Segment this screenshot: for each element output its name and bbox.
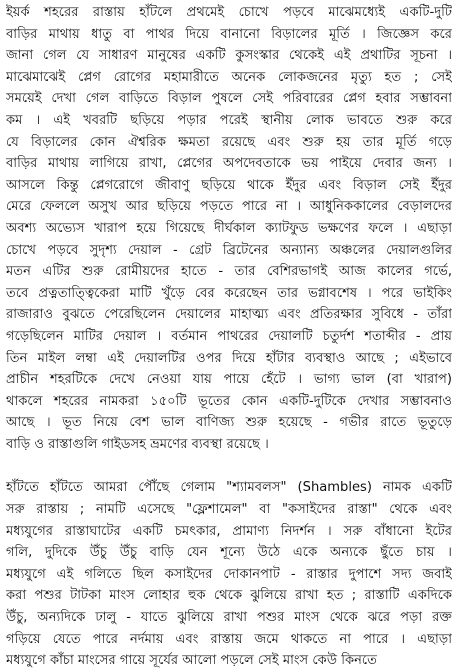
paragraph-spacer — [6, 455, 452, 477]
text-line: থাকলে শহরের নামকরা ১৫০টি ভূতের কোন একটি-দুটিকে দেখার সম্ভাবনাও — [6, 393, 452, 409]
document-page — [6, 2, 452, 672]
text-line: রাজারাও বুঝতে পেরেছিলেন দেয়ালের মাহাত্ম্য এবং প্রতিরক্ষার সুবিধে - তাঁরা — [6, 307, 452, 323]
text-line: বাড়ির মাথায় ধাতু বা পাথর দিয়ে বানানো বিড়ালের মূর্তি । জিজ্ঞেস করে — [6, 26, 452, 42]
text-line: মধ্যযুগে কাঁচা মাংসের গায়ে সূর্যের আলো পড়লে সেই মাংস কেউ কিনতে — [6, 653, 378, 669]
text-line: বাড়ির মাথায় লাগিয়ে রাখা, প্লেগের অপদেবতাকে ভয় পাইয়ে দেবার জন্য । — [6, 156, 452, 172]
text-line: চোখে পড়বে সুদৃশ্য দেয়াল - গ্রেট ব্রিটেনের অন্যান্য অঞ্চলের দেয়ালগুলির — [6, 242, 452, 258]
paragraph-york-cats-walls-ghosts — [6, 2, 452, 455]
text-line: মধ্যযুগের রাস্তাঘাটের একটি চমৎকার, প্রামাণ্য নিদর্শন । সরু বাঁধানো ইটের — [6, 523, 452, 539]
text-line: বাড়ি ও রাস্তাগুলি গাইডসহ ভ্রমণের ব্যবস্থা রয়েছে । — [6, 436, 269, 452]
text-line: ইয়র্ক শহরের রাস্তায় হাঁটলে প্রথমেই চোখে পড়বে মাঝেমধ্যেই একটি-দুটি — [6, 5, 452, 20]
text-line: যে বিড়ালের কোন ঐশ্বরিক ক্ষমতা রয়েছে এবং শুরু হয় তার মূর্তি গড়ে — [6, 134, 452, 150]
text-line: মতন এটির শুরু রোমীয়দের হাতে - তার বেশিরভাগই আজ কালের গর্ভে, — [6, 264, 452, 280]
text-line: সময়েই দেখা গেল বাড়িতে বিড়াল পুষলে সেই পরিবারের প্লেগ হবার সম্ভাবনা — [6, 91, 452, 107]
text-line: মধ্যযুগে এই গলিতে ছিল কসাইদের দোকানপাট - রাস্তার দুপাশে সদ্য জবাই — [6, 566, 452, 582]
text-line: গড়েছিলেন মাটির দেয়াল । বর্তমান পাথরের দেয়ালটি চতুর্দশ শতাব্দীর - প্রায় — [6, 328, 452, 344]
text-line: অবশ্য অভ্যেস খারাপ হয়ে গিয়েছে দীর্ঘকাল ক্যাটফুড ভক্ষণের ফলে । এছাড়া — [6, 220, 452, 236]
text-line: প্রাচীন শহরটিকে দেখে নেওয়া যায় পায়ে হেঁটে । ভাগ্য ভাল (বা খারাপ) — [6, 372, 452, 388]
text-line: মেরে ফেললে অসুখ আর ছড়িয়ে পড়তে পারে না । আধুনিককালের বেড়ালদের — [6, 199, 452, 215]
text-line: কম । এই খবরটি ছড়িয়ে পড়ার পরেই স্থানীয় লোক ভাবতে শুরু করে — [6, 112, 452, 128]
paragraph-shambles-street — [6, 477, 452, 671]
text-line: আছে । ভূত নিয়ে বেশ ভাল বাণিজ্য শুরু হয়েছে - গভীর রাতে ভূতুড়ে — [6, 415, 452, 431]
text-line: গলি, দুদিকে উঁচু উঁচু বাড়ি যেন শূন্যে উঠে একে অন্যকে ছুঁতে চায় । — [6, 545, 452, 561]
text-line: জানা গেল যে সাধারণ মানুষের একটি কুসংস্কার থেকেই এই প্রথাটির সূচনা । — [6, 48, 452, 64]
text-line: তবে প্রত্নতাত্ত্বিকেরা মাটি খুঁড়ে বের করেছেন তার ভগ্নাবশেষ । পরে ভাইকিং — [6, 285, 452, 301]
text-line: মাঝেমাঝেই প্লেগ রোগের মহামারীতে অনেক লোকজনের মৃত্যু হত ; সেই — [6, 69, 452, 85]
text-line: সরু রাস্তায় ; নামটি এসেছে "ফ্লেশামেল" বা "কসাইদের রাস্তা" থেকে এবং — [6, 502, 452, 518]
text-line: উঁচু, অন্যদিকে ঢালু - যাতে ঝুলিয়ে রাখা পশুর মাংস থেকে ঝরে পড়া রক্ত — [6, 610, 452, 626]
text-line: হাঁটতে হাঁটতে আমরা পৌঁছে গেলাম "শ্যামবলস" (Shambles) নামক একটি — [6, 480, 452, 496]
text-line: আসলে কিন্তু প্লেগরোগে জীবাণু ছড়িয়ে থাকে ইঁদুর এবং বিড়াল সেই ইঁদুর — [6, 177, 452, 193]
text-line: করা পশুর টাটকা মাংস লোহার হুক থেকে ঝুলিয়ে রাখা হত ; রাস্তাটি একদিকে — [6, 588, 452, 604]
text-line: তিন মাইল লম্বা এই দেয়ালটির ওপর দিয়ে হাঁটার ব্যবস্থাও আছে ; এইভাবে — [6, 350, 452, 366]
text-line: গড়িয়ে যেতে পারে নর্দমায় এবং রাস্তায় জমে থাকতে না পারে । এছাড়া — [6, 631, 452, 647]
